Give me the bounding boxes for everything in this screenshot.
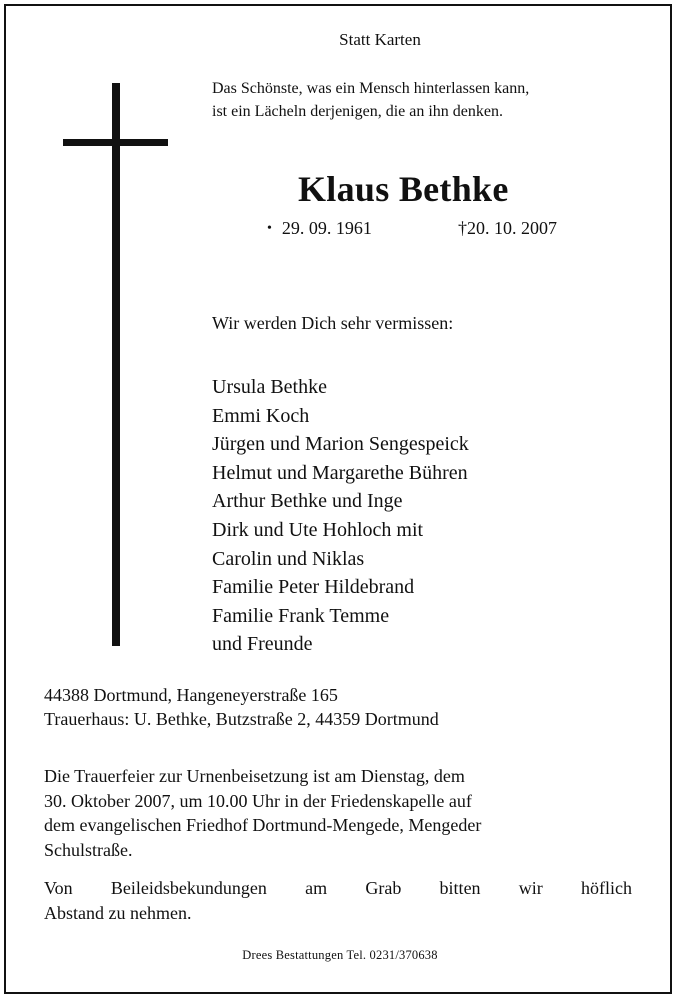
- mourner-item: Emmi Koch: [212, 404, 310, 427]
- address-line-2: Trauerhaus: U. Bethke, Butzstraße 2, 44359 Dortmund: [44, 709, 439, 729]
- cross-icon-horizontal-beam: [63, 139, 168, 146]
- ceremony-line-1: Die Trauerfeier zur Urnenbeisetzung ist am Dienstag, dem: [44, 766, 465, 786]
- memorial-quote: [212, 77, 642, 123]
- birth-symbol: •: [267, 221, 272, 236]
- quote-line-1: Das Schönste, was ein Mensch hinterlassen kann,: [212, 80, 530, 97]
- birth-date: 29. 09. 1961: [281, 218, 372, 238]
- ceremony-line-3: dem evangelischen Friedhof Dortmund-Mengede, Mengeder: [44, 815, 482, 835]
- birth-date-line: [267, 218, 372, 239]
- address-block: [44, 683, 439, 731]
- mourner-item: Carolin und Niklas: [212, 547, 365, 570]
- cross-icon-vertical-beam: [112, 83, 120, 646]
- ceremony-line-4: Schulstraße.: [44, 839, 133, 860]
- mourner-item: Helmut und Margarethe Bühren: [212, 461, 468, 484]
- quote-line-2: ist ein Lächeln derjenigen, die an ihn denken.: [212, 103, 504, 120]
- deceased-name: Klaus Bethke: [298, 169, 509, 209]
- mourner-item: Ursula Bethke: [212, 376, 327, 398]
- address-line-1: 44388 Dortmund, Hangeneyerstraße 165: [44, 685, 338, 705]
- header-text: Statt Karten: [339, 30, 421, 49]
- condolences-line-2: Abstand zu nehmen.: [44, 902, 192, 923]
- mourner-item: Familie Peter Hildebrand: [212, 576, 415, 599]
- mourner-item: Familie Frank Temme: [212, 604, 390, 627]
- mourners-list: [212, 373, 469, 659]
- ceremony-paragraph: [44, 764, 632, 862]
- miss-text: Wir werden Dich sehr vermissen:: [212, 313, 454, 333]
- death-date: †20. 10. 2007: [458, 218, 557, 238]
- mourner-item: und Freunde: [212, 633, 313, 656]
- condolences-line-1: Von Beileidsbekundungen am Grab bitten wir höflich: [44, 878, 632, 898]
- footer-text: Drees Bestattungen Tel. 0231/370638: [242, 948, 438, 962]
- mourner-item: Jürgen und Marion Sengespeick: [212, 433, 469, 456]
- condolences-paragraph: [44, 876, 632, 925]
- header-statt-karten: [0, 30, 680, 50]
- ceremony-line-2: 30. Oktober 2007, um 10.00 Uhr in der Friedenskapelle auf: [44, 790, 472, 811]
- mourner-item: Arthur Bethke und Inge: [212, 490, 403, 513]
- funeral-home-footer: [0, 948, 680, 963]
- mourner-item: Dirk und Ute Hohloch mit: [212, 518, 424, 541]
